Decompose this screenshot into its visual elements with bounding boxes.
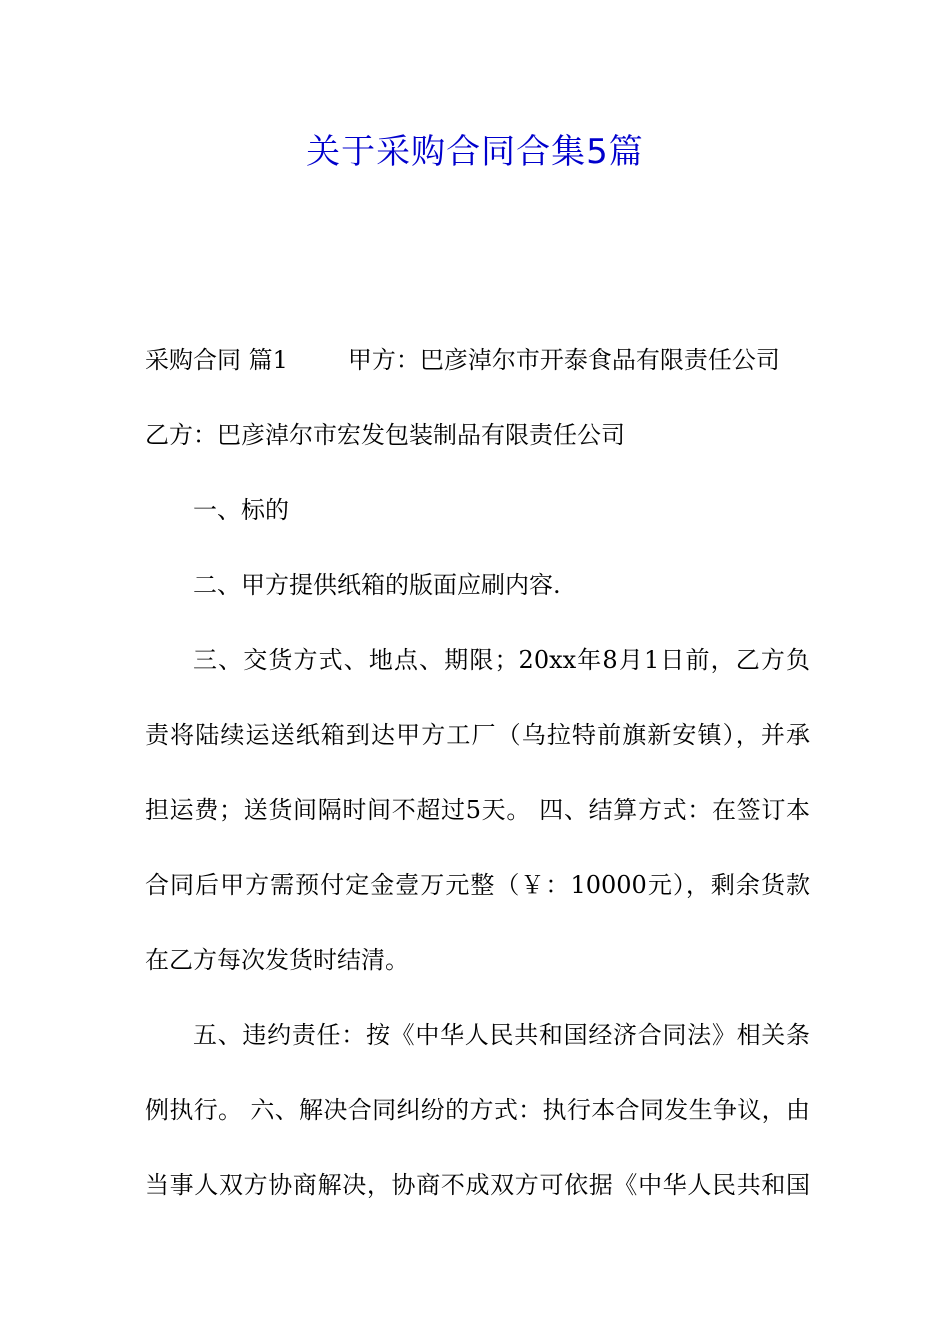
clause-6-line-2: 当事人双方协商解决，协商不成双方可依据《中华人民共和国	[145, 1171, 810, 1199]
clause-5-line-1: 五、违约责任：按《中华人民共和国经济合同法》相关条	[193, 1021, 810, 1049]
clause-5-line-2: 例执行。 六、解决合同纠纷的方式：执行本合同发生争议，由	[145, 1096, 810, 1124]
document-title: 关于采购合同合集5篇	[306, 132, 644, 172]
clause-3-line-2: 责将陆续运送纸箱到达甲方工厂（乌拉特前旗新安镇），并承	[145, 721, 810, 749]
clause-3-line-3: 担运费；送货间隔时间不超过5天。 四、结算方式：在签订本	[145, 796, 810, 824]
clause-2: 二、甲方提供纸箱的版面应刷内容.	[193, 571, 561, 599]
party-a-text: 甲方：巴彦淖尔市开泰食品有限责任公司	[347, 346, 780, 374]
clause-4-line-2: 合同后甲方需预付定金壹万元整（￥：10000元），剩余货款	[145, 871, 810, 899]
contract-section-label: 采购合同 篇1	[145, 346, 288, 374]
contract-header-line	[145, 343, 810, 377]
clause-4-line-3: 在乙方每次发货时结清。	[145, 946, 409, 974]
party-b-line: 乙方：巴彦淖尔市宏发包装制品有限责任公司	[145, 421, 625, 449]
clause-1: 一、标的	[193, 496, 289, 524]
clause-3-line-1: 三、交货方式、地点、期限；20xx年8月1日前，乙方负	[193, 646, 810, 674]
